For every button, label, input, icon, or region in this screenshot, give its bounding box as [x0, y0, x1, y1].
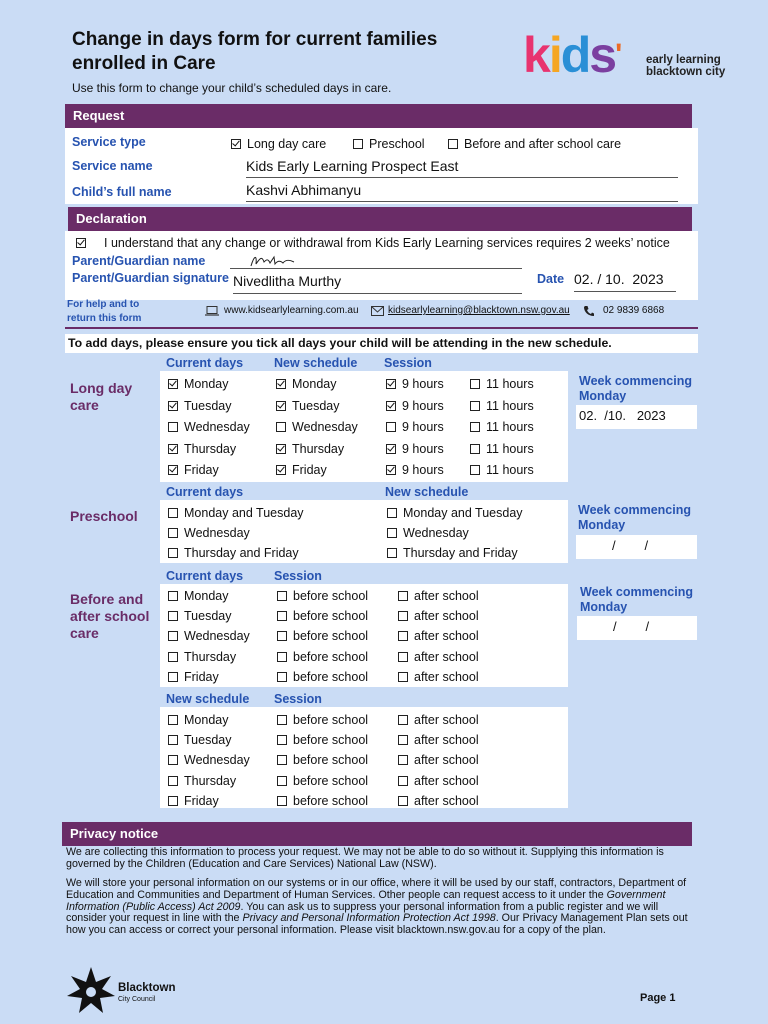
bas-current-after-school[interactable] [398, 589, 479, 603]
bas-new-before-school-label: before school [293, 774, 369, 788]
bas-current-after-school-label: after school [414, 650, 479, 664]
checkbox-icon[interactable] [276, 401, 286, 411]
privacy-para2: We will store your personal information on our systems or in our office, where it will be used by our staff, contractors, Department of Education and Communities and Department of Human Services. Other people can request access to it under the Government Information (Public Access) Act 2009. You can ask us to suppress your personal information from a public register and we will consider your request in line with the Privacy and Personal Information Protection Act 1998. Our Privacy Management Plan sets out how you can access or correct your personal information. Please visit blacktown.nsw.gov.au for a copy of the plan. [66, 877, 688, 937]
ldc-col-session: Session [384, 356, 432, 370]
bas-current-before-school[interactable] [277, 629, 368, 643]
bas-new-before-school[interactable] [277, 733, 368, 747]
email-link[interactable]: kidsearlylearning@blacktown.nsw.gov.au [388, 305, 570, 316]
council-logo-text: Blacktown City Council [118, 982, 176, 1003]
website-link[interactable]: www.kidsearlylearning.com.au [224, 305, 359, 316]
bas-week-label: Week commencing Monday [580, 585, 694, 614]
checkbox-icon[interactable] [398, 631, 408, 641]
bas-new-after-school-label: after school [414, 753, 479, 767]
checkbox-icon[interactable] [398, 735, 408, 745]
page-title: Change in days form for current families enrolled in Care [72, 29, 438, 74]
page-subtitle: Use this form to change your child’s scheduled days in care. [72, 81, 392, 95]
ldc-current-day-label: Thursday [184, 442, 237, 456]
ldc-col-current: Current days [166, 356, 244, 370]
ldc-col-new: New schedule [274, 356, 358, 370]
checkbox-icon[interactable] [386, 444, 396, 454]
checkbox-icon[interactable] [277, 755, 287, 765]
checkbox-icon[interactable] [168, 444, 178, 454]
checkbox-icon[interactable] [398, 796, 408, 806]
preschool-label: Preschool [70, 508, 138, 524]
parent-signature-label: Parent/Guardian signature [72, 271, 229, 285]
bas-current-day[interactable] [168, 670, 219, 684]
request-heading: Request [65, 104, 692, 128]
declaration-statement[interactable]: I understand that any change or withdrawal from Kids Early Learning services requires 2 weeks’ notice [76, 236, 670, 250]
checkbox-icon[interactable] [387, 528, 397, 538]
page-number: Page 1 [640, 992, 676, 1004]
bas-new-after-school[interactable] [398, 713, 479, 727]
ldc-9-hours-label: 9 hours [402, 377, 444, 391]
ldc-current-day[interactable] [168, 377, 228, 391]
bas-current-after-school[interactable] [398, 650, 479, 664]
bas-col-session: Session [274, 569, 322, 583]
ldc-current-day[interactable] [168, 399, 231, 413]
before-after-label: Before and after school care [70, 591, 150, 641]
bas-new-before-school-label: before school [293, 713, 369, 727]
bas-new-before-school[interactable] [277, 774, 368, 788]
bas-current-before-school-label: before school [293, 609, 369, 623]
ldc-new-day[interactable] [276, 399, 339, 413]
checkbox-icon[interactable] [168, 379, 178, 389]
ldc-11-hours[interactable] [470, 399, 534, 413]
ldc-current-day[interactable] [168, 463, 219, 477]
checkbox-icon[interactable] [276, 379, 286, 389]
bas-new-day[interactable] [168, 733, 231, 747]
ldc-11-hours-label: 11 hours [486, 463, 534, 477]
child-name-label: Child’s full name [72, 185, 172, 199]
privacy-heading: Privacy notice [62, 822, 692, 846]
ldc-new-day[interactable] [276, 463, 327, 477]
checkbox-icon[interactable] [398, 652, 408, 662]
ldc-9-hours[interactable] [386, 377, 444, 391]
bas-current-before-school-label: before school [293, 629, 369, 643]
ldc-current-day-label: Wednesday [184, 420, 250, 434]
instruction-text: To add days, please ensure you tick all days your child will be attending in the new schedule. [68, 336, 612, 350]
checkbox-icon[interactable] [277, 735, 287, 745]
checkbox-icon[interactable] [386, 465, 396, 475]
checkbox-icon[interactable] [168, 776, 178, 786]
checkbox-icon[interactable] [168, 796, 178, 806]
bas-new-before-school-label: before school [293, 794, 369, 808]
bas-col-current: Current days [166, 569, 244, 583]
bas-new-day-label: Tuesday [184, 733, 232, 747]
bas-new-before-school[interactable] [277, 753, 368, 767]
pre-new-option[interactable] [387, 506, 523, 520]
pre-col-new: New schedule [385, 485, 469, 499]
bas-current-after-school-label: after school [414, 629, 479, 643]
ldc-11-hours[interactable] [470, 442, 534, 456]
bas-current-day[interactable] [168, 589, 228, 603]
checkbox-icon[interactable] [398, 715, 408, 725]
kids-logo: kidsʹ [523, 27, 621, 83]
ldc-new-day[interactable] [276, 377, 336, 391]
bas-new-after-school-label: after school [414, 713, 479, 727]
checkbox-icon[interactable] [470, 444, 480, 454]
ldc-9-hours[interactable] [386, 463, 444, 477]
parent-name-line [230, 268, 522, 269]
parent-name-label: Parent/Guardian name [72, 254, 206, 268]
checkbox-icon[interactable] [168, 735, 178, 745]
bas-current-day-label: Wednesday [184, 629, 250, 643]
pre-new-option[interactable] [387, 526, 469, 540]
ldc-11-hours-label: 11 hours [486, 377, 534, 391]
bas-current-after-school[interactable] [398, 609, 479, 623]
pre-current-option-label: Wednesday [184, 526, 250, 540]
bas-current-after-school-label: after school [414, 609, 479, 623]
ldc-9-hours-label: 9 hours [402, 420, 444, 434]
ldc-9-hours-label: 9 hours [402, 442, 444, 456]
bas-new-day-label: Thursday [184, 774, 237, 788]
bas-current-before-school-label: before school [293, 589, 369, 603]
checkbox-icon[interactable] [168, 611, 178, 621]
checkbox-icon[interactable] [398, 611, 408, 621]
ldc-9-hours-label: 9 hours [402, 463, 444, 477]
ldc-new-day-label: Wednesday [292, 420, 358, 434]
bas-new-day-label: Friday [184, 794, 219, 808]
date-field[interactable]: 02. / 10. 2023 [574, 271, 676, 292]
ldc-week-field[interactable]: 02. /10. 2023 [576, 405, 697, 429]
service-type-before-after[interactable]: Before and after school care [448, 137, 621, 151]
checkbox-icon[interactable] [353, 139, 363, 149]
ldc-new-day[interactable] [276, 420, 358, 434]
bas-current-day-label: Friday [184, 670, 219, 684]
ldc-11-hours-label: 11 hours [486, 399, 534, 413]
help-label: For help and to return this form [67, 299, 142, 324]
bas-current-day-label: Tuesday [184, 609, 232, 623]
ldc-9-hours[interactable] [386, 442, 444, 456]
bas-current-after-school-label: after school [414, 589, 479, 603]
ldc-11-hours[interactable] [470, 377, 534, 391]
bas-new-day[interactable] [168, 774, 236, 788]
bas-new-after-school-label: after school [414, 774, 479, 788]
bas-current-after-school[interactable] [398, 629, 479, 643]
council-star-icon [66, 966, 116, 1014]
bas-new-before-school[interactable] [277, 713, 368, 727]
checkbox-icon[interactable] [168, 672, 178, 682]
bas-current-day-label: Thursday [184, 650, 237, 664]
bas-current-after-school-label: after school [414, 670, 479, 684]
bas-new-after-school-label: after school [414, 794, 479, 808]
checkbox-icon[interactable] [277, 611, 287, 621]
checkbox-icon[interactable] [277, 776, 287, 786]
bas-new-before-school[interactable] [277, 794, 368, 808]
ldc-9-hours[interactable] [386, 399, 444, 413]
checkbox-icon[interactable] [76, 238, 86, 248]
checkbox-icon[interactable] [387, 548, 397, 558]
checkbox-icon[interactable] [168, 422, 178, 432]
checkbox-icon[interactable] [277, 652, 287, 662]
checkbox-icon[interactable] [277, 796, 287, 806]
pre-current-option[interactable] [168, 526, 250, 540]
ldc-11-hours[interactable] [470, 420, 534, 434]
checkbox-icon[interactable] [277, 672, 287, 682]
ldc-9-hours-label: 9 hours [402, 399, 444, 413]
bas-current-before-school[interactable] [277, 609, 368, 623]
declaration-heading: Declaration [68, 207, 692, 231]
bas-new-day[interactable] [168, 794, 219, 808]
bas-new-after-school[interactable] [398, 774, 479, 788]
bas-current-day[interactable] [168, 629, 250, 643]
email-icon [371, 306, 384, 316]
checkbox-icon[interactable] [470, 401, 480, 411]
bas-new-after-school[interactable] [398, 753, 479, 767]
checkbox-icon[interactable] [276, 422, 286, 432]
ldc-week-label: Week commencing Monday [579, 374, 693, 403]
checkbox-icon[interactable] [276, 465, 286, 475]
pre-week-field[interactable]: / / [576, 535, 697, 559]
ldc-new-day[interactable] [276, 442, 344, 456]
checkbox-icon[interactable] [277, 631, 287, 641]
ldc-11-hours-label: 11 hours [486, 442, 534, 456]
pre-week-label: Week commencing Monday [578, 503, 692, 532]
checkbox-icon[interactable] [168, 652, 178, 662]
bas-current-day[interactable] [168, 650, 236, 664]
bas-current-after-school[interactable] [398, 670, 479, 684]
privacy-para1: We are collecting this information to process your request. We may not be able to do so without it. Supplying this information is governed by the Children (Education and Care Services) National Law (NSW). [66, 846, 664, 870]
ldc-current-day[interactable] [168, 420, 250, 434]
checkbox-icon[interactable] [276, 444, 286, 454]
pre-new-option-label: Monday and Tuesday [403, 506, 523, 520]
checkbox-icon[interactable] [168, 401, 178, 411]
checkbox-icon[interactable] [398, 672, 408, 682]
checkbox-icon[interactable] [277, 715, 287, 725]
bas-current-day[interactable] [168, 609, 231, 623]
bas-current-before-school[interactable] [277, 670, 368, 684]
ldc-11-hours-label: 11 hours [486, 420, 534, 434]
checkbox-icon[interactable] [168, 548, 178, 558]
section-divider [65, 327, 698, 329]
bas-current-before-school-label: before school [293, 650, 369, 664]
service-type-preschool[interactable]: Preschool [353, 137, 425, 151]
checkbox-icon[interactable] [168, 755, 178, 765]
parent-signature-field[interactable]: Nivedlitha Murthy [233, 273, 522, 294]
bas-new-day-label: Wednesday [184, 753, 250, 767]
checkbox-icon[interactable] [168, 631, 178, 641]
checkbox-icon[interactable] [277, 591, 287, 601]
bas-new-after-school[interactable] [398, 794, 479, 808]
ldc-new-day-label: Monday [292, 377, 337, 391]
checkbox-icon[interactable] [168, 465, 178, 475]
checkbox-icon[interactable] [398, 591, 408, 601]
pre-new-option[interactable] [387, 546, 518, 560]
pre-col-current: Current days [166, 485, 244, 499]
service-name-label: Service name [72, 159, 153, 173]
checkbox-icon[interactable] [168, 591, 178, 601]
child-name-field[interactable]: Kashvi Abhimanyu [246, 182, 678, 202]
pre-new-option-label: Wednesday [403, 526, 469, 540]
service-name-field[interactable]: Kids Early Learning Prospect East [246, 158, 678, 178]
computer-icon [205, 306, 219, 316]
checkbox-icon[interactable] [387, 508, 397, 518]
bas-new-after-school[interactable] [398, 733, 479, 747]
phone-number: 02 9839 6868 [603, 305, 665, 316]
checkbox-icon[interactable] [470, 379, 480, 389]
pre-current-option-label: Thursday and Friday [184, 546, 299, 560]
bas-new-day[interactable] [168, 713, 228, 727]
checkbox-icon[interactable] [470, 465, 480, 475]
ldc-current-day-label: Tuesday [184, 399, 232, 413]
ldc-new-day-label: Tuesday [292, 399, 340, 413]
checkbox-icon[interactable] [168, 508, 178, 518]
checkbox-icon[interactable] [448, 139, 458, 149]
checkbox-icon[interactable] [168, 528, 178, 538]
bas-current-day-label: Monday [184, 589, 229, 603]
ldc-current-day-label: Friday [184, 463, 219, 477]
service-type-label: Service type [72, 135, 146, 149]
ldc-9-hours[interactable] [386, 420, 444, 434]
bas-current-before-school-label: before school [293, 670, 369, 684]
bas-current-before-school[interactable] [277, 650, 368, 664]
bas-new-before-school-label: before school [293, 753, 369, 767]
ldc-current-day-label: Monday [184, 377, 229, 391]
pre-current-option[interactable] [168, 506, 304, 520]
bas-new-day-label: Monday [184, 713, 229, 727]
phone-icon [583, 305, 594, 317]
bas-col-new: New schedule [166, 692, 250, 706]
checkbox-icon[interactable] [386, 401, 396, 411]
checkbox-icon[interactable] [386, 422, 396, 432]
checkbox-icon[interactable] [398, 776, 408, 786]
checkbox-icon[interactable] [470, 422, 480, 432]
bas-new-before-school-label: before school [293, 733, 369, 747]
bas-new-after-school-label: after school [414, 733, 479, 747]
long-day-care-label: Long day care [70, 380, 133, 413]
ldc-new-day-label: Friday [292, 463, 327, 477]
checkbox-icon[interactable] [398, 755, 408, 765]
bas-current-before-school[interactable] [277, 589, 368, 603]
checkbox-icon[interactable] [231, 139, 241, 149]
ldc-11-hours[interactable] [470, 463, 534, 477]
pre-new-option-label: Thursday and Friday [403, 546, 518, 560]
ldc-current-day[interactable] [168, 442, 236, 456]
date-label: Date [537, 272, 565, 286]
pre-current-option-label: Monday and Tuesday [184, 506, 304, 520]
checkbox-icon[interactable] [168, 715, 178, 725]
ldc-new-day-label: Thursday [292, 442, 345, 456]
service-type-long-day[interactable]: Long day care [231, 137, 326, 151]
bas-col-session-new: Session [274, 692, 322, 706]
bas-week-field[interactable]: / / [577, 616, 697, 640]
bas-new-day[interactable] [168, 753, 250, 767]
logo-tagline: early learning blacktown city [646, 54, 726, 78]
checkbox-icon[interactable] [386, 379, 396, 389]
pre-current-option[interactable] [168, 546, 299, 560]
